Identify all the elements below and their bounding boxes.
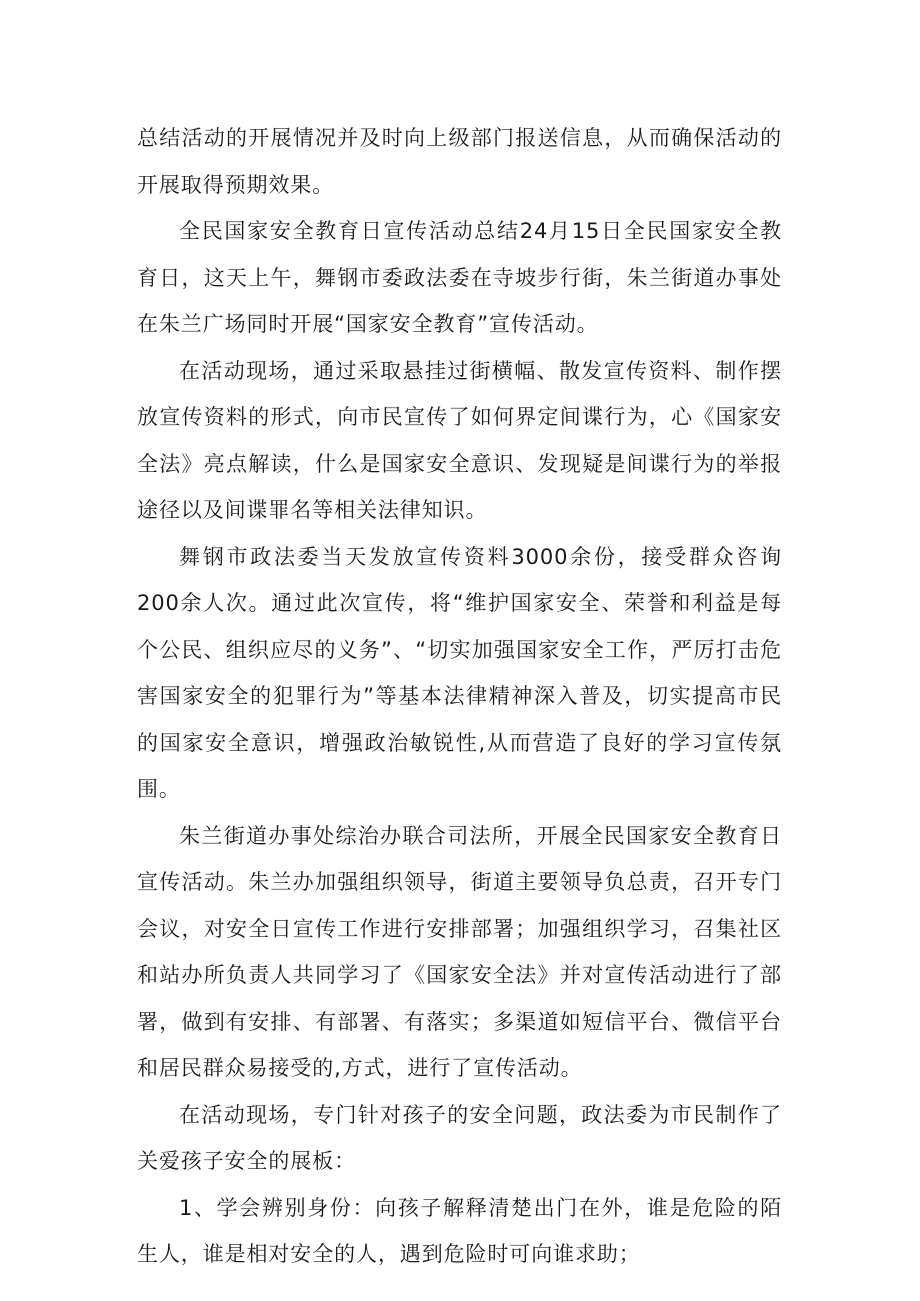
paragraph-continuation: 总结活动的开展情况并及时向上级部门报送信息，从而确保活动的开展取得预期效果。: [137, 126, 782, 197]
paragraph-summary-intro: 全民国家安全教育日宣传活动总结24月15日全民国家安全教育日，这天上午，舞钢市委政法委在寺坡步行街，朱兰街道办事处在朱兰广场同时开展“国家安全教育”宣传活动。: [137, 219, 782, 336]
paragraph-child-safety: 在活动现场，专门针对孩子的安全问题，政法委为市民制作了关爱孩子安全的展板：: [137, 1102, 782, 1173]
paragraph-zhulan-office: 朱兰街道办事处综治办联合司法所，开展全民国家安全教育日宣传活动。朱兰办加强组织领导，街道主要领导负总责，召开专门会议，对安全日宣传工作进行安排部署；加强组织学习，召集社区和站办所负责人共同学习了《国家安全法》并对宣传活动进行了部署，做到有安排、有部署、有落实；多渠道如短信平台、微信平台和居民群众易接受的,方式，进行了宣传活动。: [137, 823, 782, 1080]
paragraph-materials-distributed: 舞钢市政法委当天发放宣传资料3000余份，接受群众咨询200余人次。通过此次宣传，将“维护国家安全、荣誉和利益是每个公民、组织应尽的义务”、“切实加强国家安全工作，严厉打击危害国家安全的犯罪行为”等基本法律精神深入普及，切实提高市民的国家安全意识，增强政治敏锐性,从而营造了良好的学习宣传氛围。: [137, 544, 782, 801]
paragraph-activity-site: 在活动现场，通过采取悬挂过街横幅、散发宣传资料、制作摆放宣传资料的形式，向市民宣传了如何界定间谍行为，心《国家安全法》亮点解读，什么是国家安全意识、发现疑是间谍行为的举报途径以及间谍罪名等相关法律知识。: [137, 358, 782, 522]
document-body: [137, 115, 782, 1278]
paragraph-list-item-1: 1、学会辨别身份：向孩子解释清楚出门在外，谁是危险的陌生人，谁是相对安全的人，遇到危险时可向谁求助；: [137, 1195, 782, 1266]
